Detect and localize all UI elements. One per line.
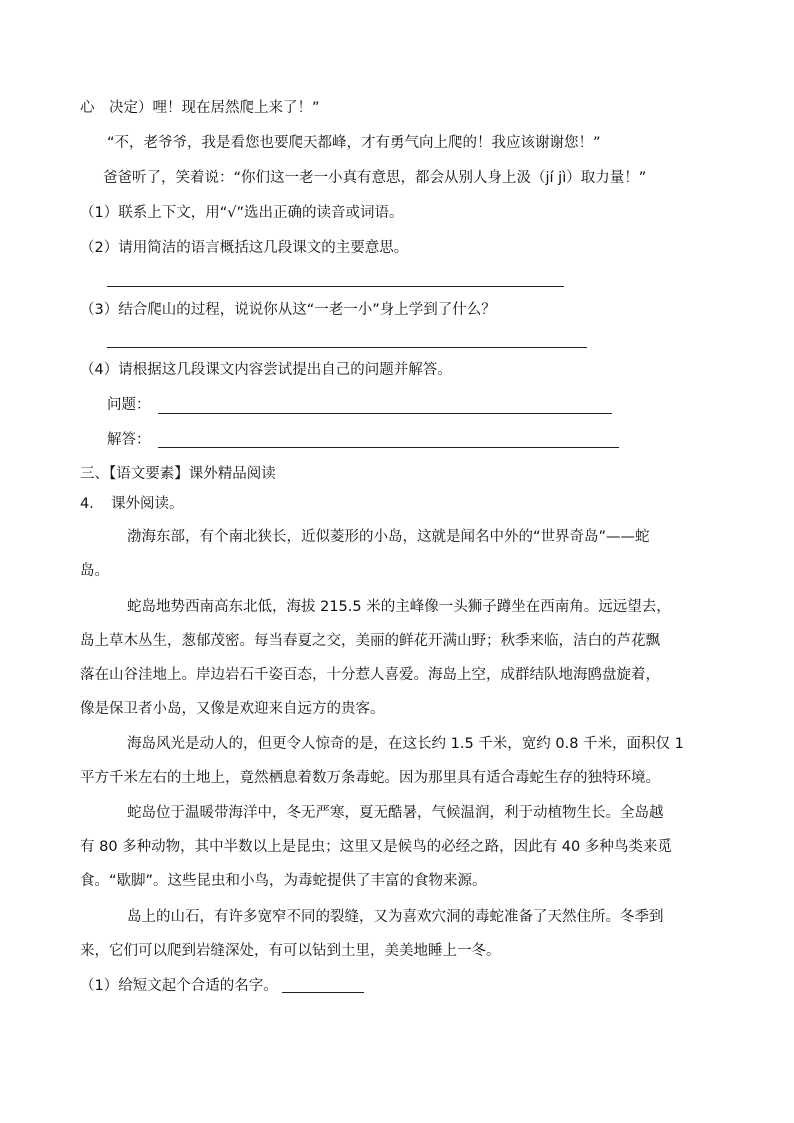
paragraph-5-line-1: 岛上的山石，有许多宽窄不同的裂缝，又为喜欢穴洞的毒蛇准备了天然住所。冬季到: [127, 909, 664, 925]
question-3: （3）结合爬山的过程，说说你从这“一老一小”身上学到了什么？: [80, 302, 496, 318]
paragraph-4-line-3: 食。“歇脚”。这些昆虫和小鸟，为毒蛇提供了丰富的食物来源。: [80, 873, 487, 889]
answer-label: 解答：: [107, 432, 151, 448]
paragraph-2-line-3: 落在山谷洼地上。岸边岩石千姿百态，十分惹人喜爱。海岛上空，成群结队地海鸥盘旋着，: [80, 667, 660, 683]
paragraph-5-line-2: 来，它们可以爬到岩缝深处，有可以钻到土里，美美地睡上一冬。: [80, 943, 501, 959]
question-label: 问题：: [107, 397, 151, 413]
title-answer-blank[interactable]: [282, 978, 364, 993]
paragraph-3-line-2: 平方千米左右的土地上，竟然栖息着数万条毒蛇。因为那里具有适合毒蛇生存的独特环境。: [80, 770, 660, 786]
question-1: （1）联系上下文，用“√”选出正确的读音或词语。: [80, 205, 404, 221]
question-2: （2）请用简洁的语言概括这几段课文的主要意思。: [80, 240, 409, 256]
paragraph-3-line-1: 海岛风光是动人的，但更令人惊奇的是，在这长约 1.5 千米，宽约 0.8 千米，面积仅 1: [127, 736, 684, 752]
question-answer-line[interactable]: [158, 413, 612, 414]
item-4-heading: 4． 课外阅读。: [80, 496, 184, 512]
passage-line-3: 爸爸听了，笑着说：“你们这一老一小真有意思，都会从别人身上汲（jí jì）取力量！”: [103, 170, 647, 186]
question-4: （4）请根据这几段课文内容尝试提出自己的问题并解答。: [80, 362, 452, 378]
passage-line-1: 心 决定）哩！现在居然爬上来了！”: [80, 100, 320, 116]
answer-answer-line[interactable]: [158, 447, 619, 448]
paragraph-1-line-2: 岛。: [80, 563, 109, 579]
paragraph-2-line-2: 岛上草木丛生，葱郁茂密。每当春夏之交，美丽的鲜花开满山野；秋季来临，洁白的芦花飘: [80, 633, 660, 649]
passage-line-2: “不，老爷爷，我是看您也要爬天都峰，才有勇气向上爬的！我应该谢谢您！”: [107, 135, 601, 151]
answer-line-q3[interactable]: [107, 347, 587, 348]
paragraph-4-line-2: 有 80 多种动物，其中半数以上是昆虫；这里又是候鸟的必经之路，因此有 40 多种鸟类来觅: [80, 839, 672, 855]
section-3-heading: 三、【语文要素】课外精品阅读: [80, 466, 276, 482]
answer-line-q2[interactable]: [107, 286, 564, 287]
paragraph-1-line-1: 渤海东部，有个南北狭长，近似菱形的小岛，这就是闻名中外的“世界奇岛”——蛇: [127, 529, 650, 545]
paragraph-4-line-1: 蛇岛位于温暖带海洋中，冬无严寒，夏无酷暑，气候温润，利于动植物生长。全岛越: [127, 805, 664, 821]
question-title: [80, 976, 364, 996]
paragraph-2-line-1: 蛇岛地势西南高东北低，海拔 215.5 米的主峰像一头狮子蹲坐在西南角。远远望去，: [127, 599, 671, 615]
paragraph-2-line-4: 像是保卫者小岛，又像是欢迎来自远方的贵客。: [80, 701, 385, 717]
question-title-text: （1）给短文起个合适的名字。: [80, 978, 278, 994]
